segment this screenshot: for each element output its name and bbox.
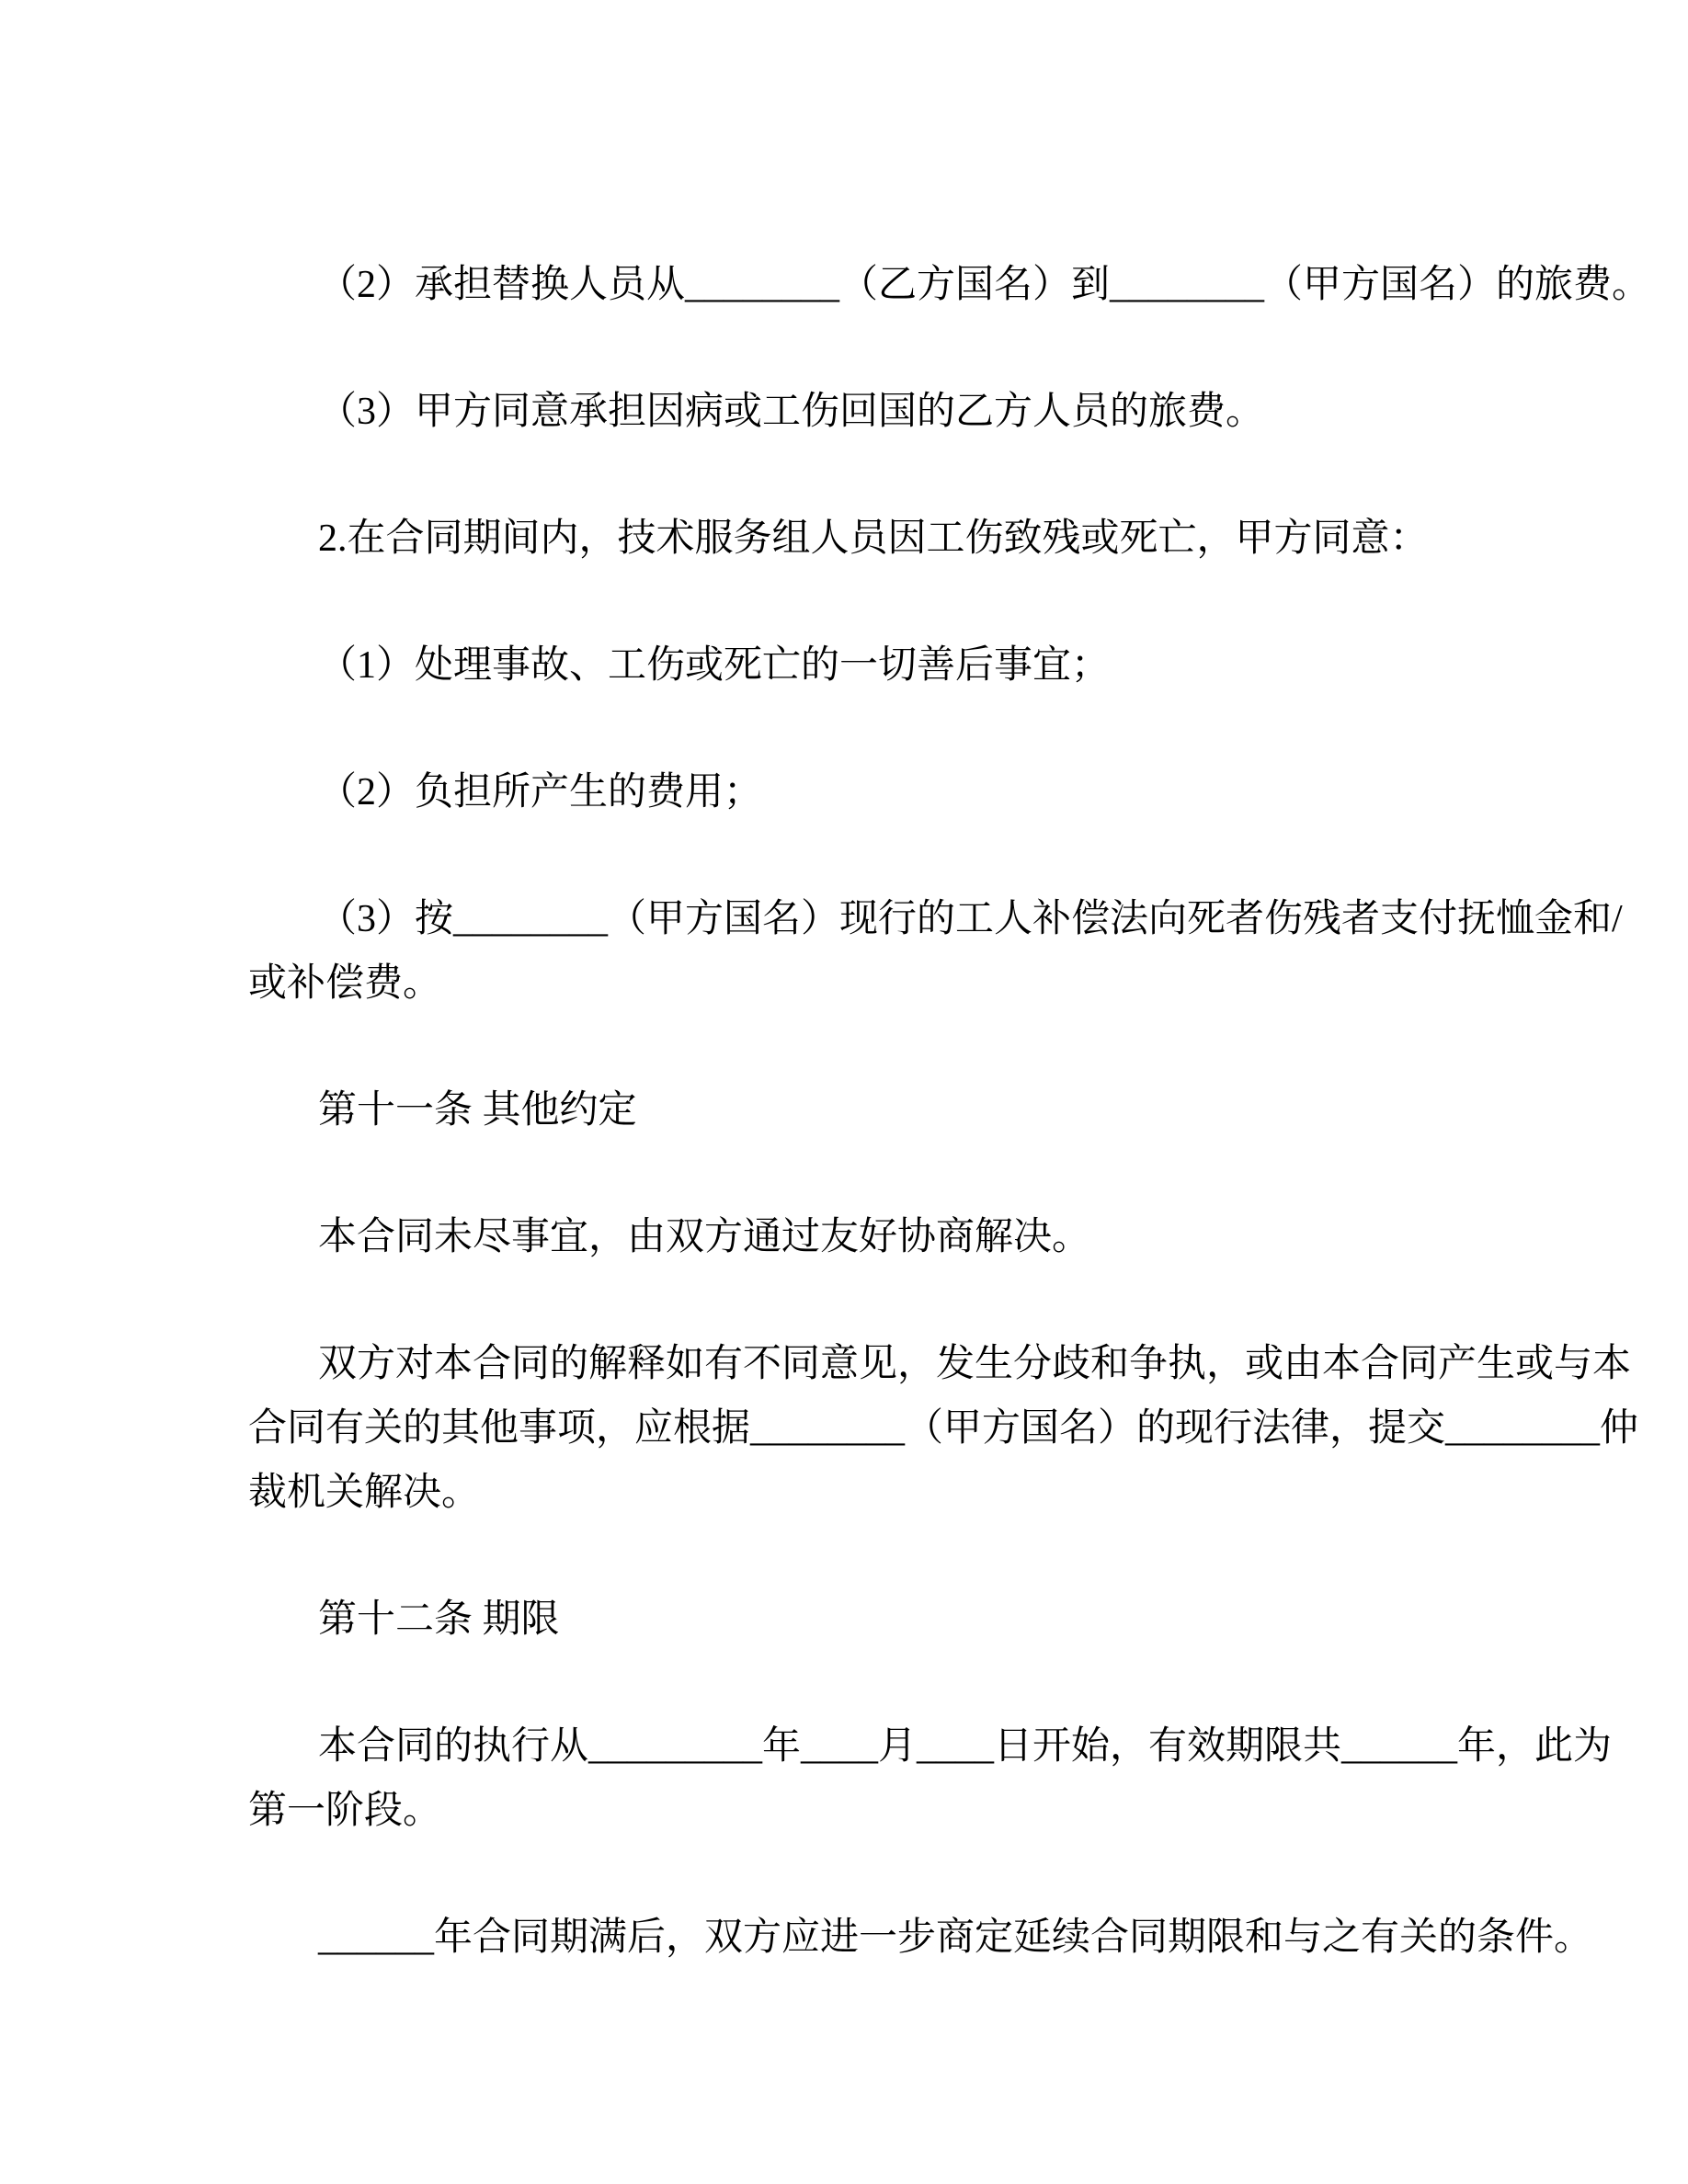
text-line: 第一阶段。	[248, 1790, 442, 1832]
text-line: （2）承担替换人员从________（乙方国名）到________（甲方国名）的旅费。	[318, 264, 1651, 306]
text-line: 第十二条 期限	[318, 1598, 560, 1641]
text-line: 2.在合同期间内，技术服务组人员因工伤致残或死亡，甲方同意：	[318, 518, 1429, 560]
text-line: 双方对本合同的解释如有不同意见，发生分歧和争执，或由本合同产生或与本	[318, 1343, 1632, 1385]
text-line: （3）甲方同意承担因病或工伤回国的乙方人员的旅费。	[318, 391, 1265, 433]
text-line: 第十一条 其他约定	[318, 1089, 637, 1132]
text-line: ______年合同期满后，双方应进一步商定延续合同期限和与之有关的条件。	[318, 1917, 1593, 1959]
text-line: 合同有关的其他事项，应根据________（甲方国名）的现行法律，提交________仲	[248, 1407, 1639, 1450]
document-body	[248, 253, 1651, 1970]
text-line: 或补偿费。	[248, 962, 442, 1005]
text-line: 本合同未尽事宜，由双方通过友好协商解决。	[318, 1216, 1091, 1258]
text-line: （2）负担所产生的费用；	[318, 771, 763, 813]
text-line: 裁机关解决。	[248, 1472, 481, 1514]
text-line: （3）按________（甲方国名）现行的工人补偿法向死者伤残者支付抚恤金和/	[318, 898, 1623, 940]
text-line: 本合同的执行从_________年____月____日开始，有效期限共______年，此为	[318, 1725, 1613, 1768]
text-line: （1）处理事故、工伤或死亡的一切善后事宜；	[318, 644, 1111, 687]
